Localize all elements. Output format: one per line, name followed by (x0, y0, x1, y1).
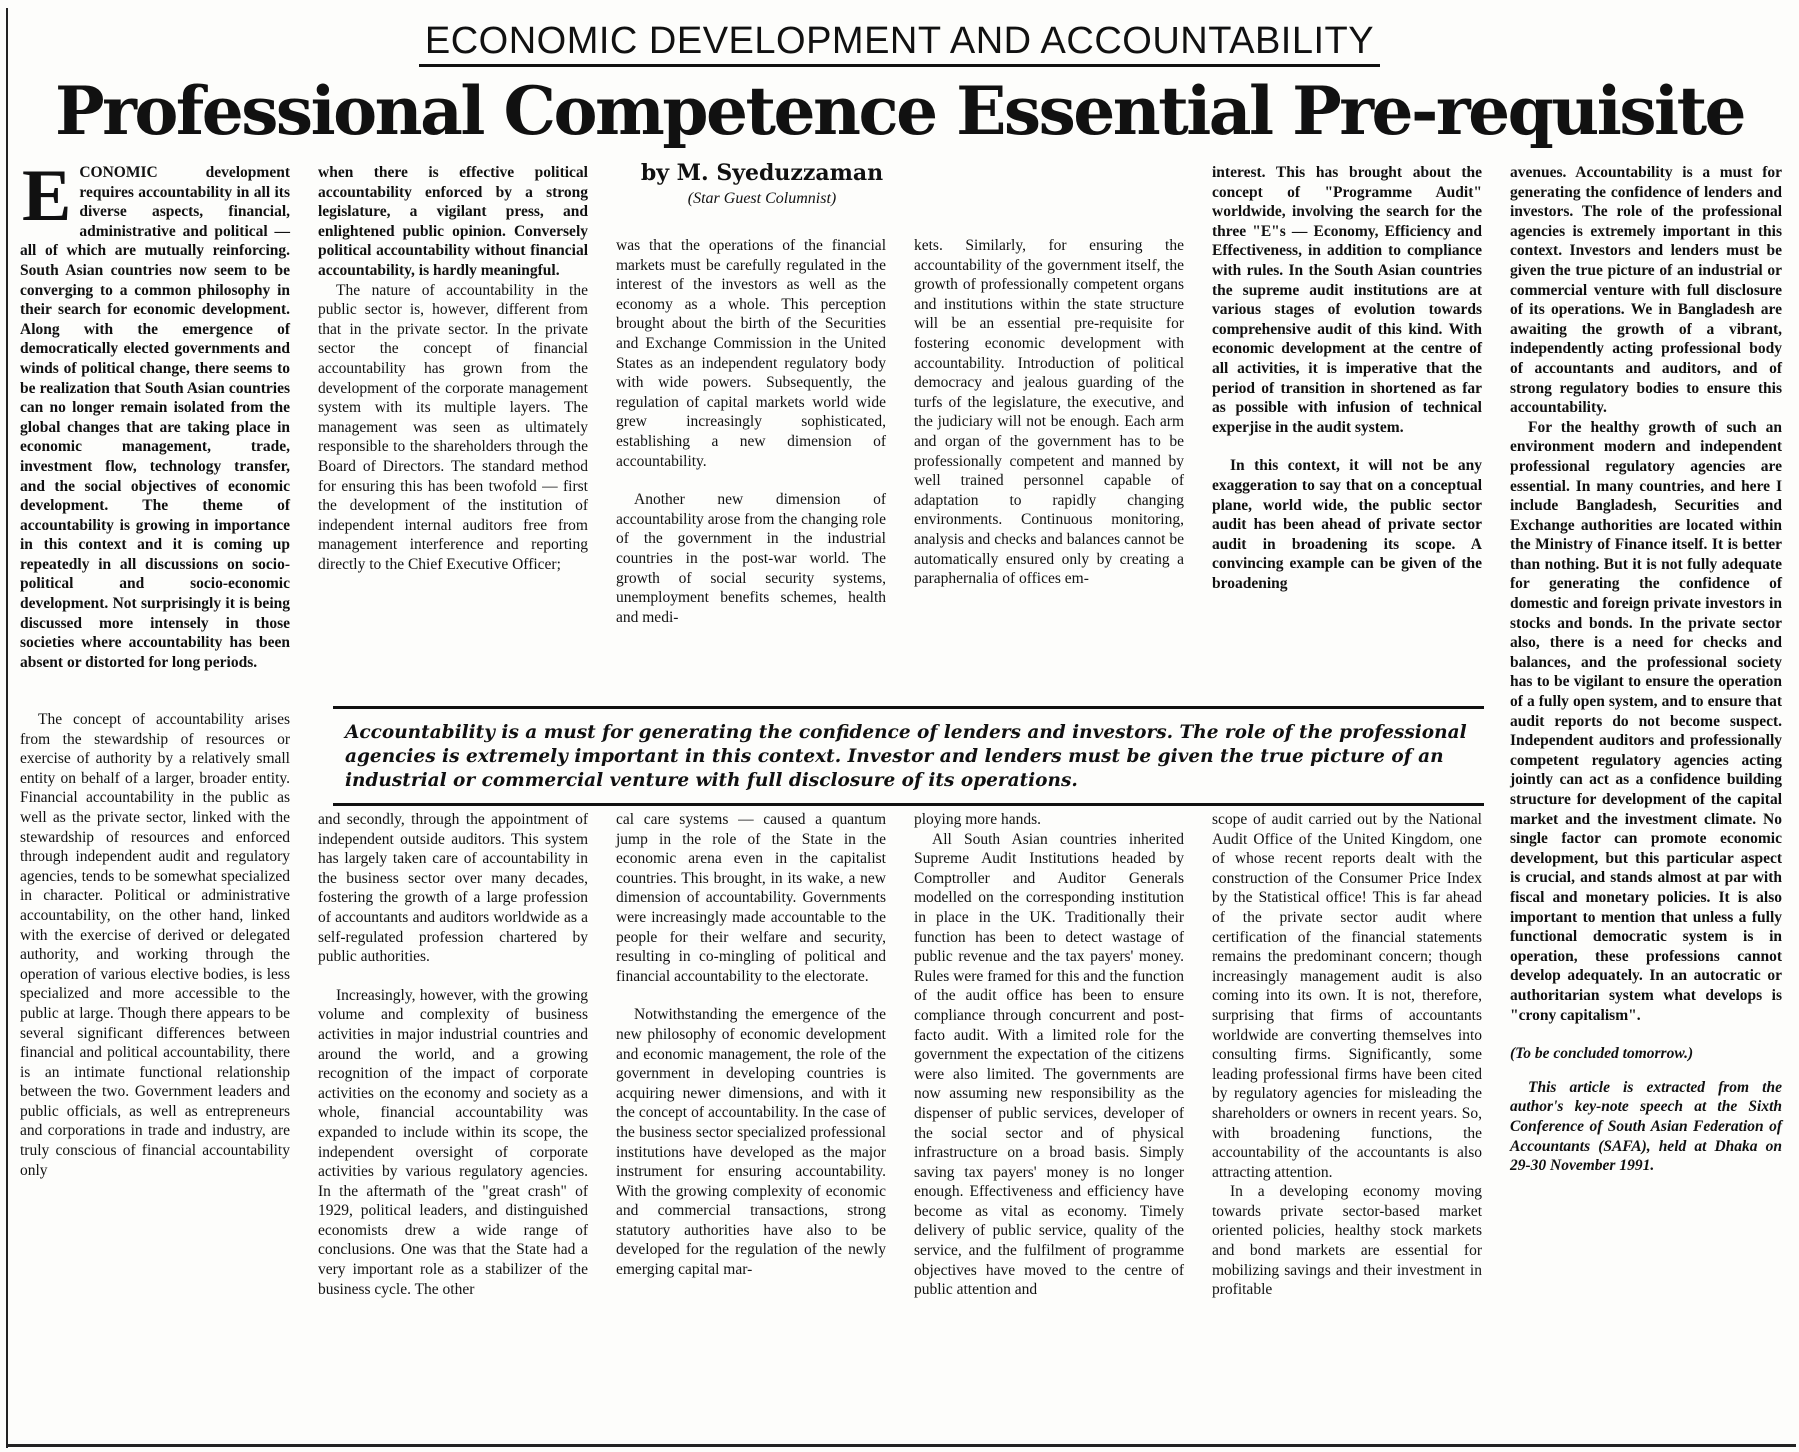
paragraph: was that the operations of the financial markets must be carefully regulated in the interest of the investors as well as the economy as a whole. This perception brought about the birth of the Securities and Exchange Commission in the United States as an independent regulatory body with wide powers. Subsequently, the regulation of capital markets world wide grew increasingly sophisticated, establishing a new dimension of accountability. (616, 237, 886, 470)
paragraph: Another new dimension of accountability arose from the changing role of the government in the industrial countries in the post-war world. The growth of social security systems, unemployment benefits schemes, health and medi- (616, 491, 886, 626)
paragraph: cal care systems — caused a quantum jump in the role of the State in the economic arena even in the capitalist countries. This brought, in its wake, a new dimension of accountability. Governments were increasingly made accountable to the people for their welfare and security, resulting in co-mingling of political and financial accountability to the electorate. (616, 811, 886, 985)
headline: Professional Competence Essential Pre-requisite (54, 72, 1745, 150)
paragraph: In a developing economy moving towards private sector-based market oriented policies, healthy stock markets and bond markets are essential for mobilizing savings and their investment in profitable (1212, 1183, 1482, 1299)
paragraph: ploying more hands. (914, 811, 1041, 828)
left-border-rule (6, 8, 8, 1448)
column-6 (1510, 163, 1782, 1176)
author-role: (Star Guest Columnist) (687, 190, 837, 207)
paragraph: For the healthy growth of such an environment modern and independent professional regulatory agencies are essential. In many countries, and here I include Bangladesh, Securities and Exchange authorities are located within the Ministry of Finance itself. It is better than nothing. But it is not fully adequate for generating the confidence of domestic and foreign private investors in stocks and bonds. In the private sector also, there is a need for checks and balances, and the professional society has to be vigilant to ensure the operation of a fully open system, and to ensure that audit reports do not become suspect. Independent auditors and professionally competent regulatory agencies acting jointly can act as a confidence building structure for development of the capital market and the investment climate. No single factor can promote economic development, but this particular aspect is crucial, and stands almost at par with fiscal and monetary policies. It is also important to mention that unless a fully functional democratic system is in operation, these professions cannot develop adequately. In an autocratic or authoritarian system what develops is "crony capitalism". (1510, 418, 1782, 1024)
source-note: This article is extracted from the author's key-note speech at the Sixth Conference of South Asian Federation of Accountants (SAFA), held at Dhaka on 29-30 November 1991. (1510, 1078, 1782, 1175)
column-4-top (914, 236, 1184, 589)
continuation-note: (To be concluded tomorrow.) (1510, 1045, 1694, 1063)
column-5-top (1212, 163, 1482, 593)
author-name: by M. Syeduzzaman (640, 160, 884, 186)
paragraph: Increasingly, however, with the growing volume and complexity of business activities in major industrial countries and around the world, and a growing recognition of the impact of corporate activities on the economy and society as a whole, financial accountability was expanded to include within its scope, the independent oversight of corporate activities by various regulatory agencies. In the aftermath of the "great crash" of 1929, political leaders, and distinguished economists drew a wide range of conclusions. One was that the State had a very important role as a stabilizer of the business cycle. The other (318, 986, 588, 1298)
column-3-top (616, 236, 886, 627)
bottom-border-rule (6, 1444, 1796, 1447)
byline (612, 160, 912, 208)
paragraph: The concept of accountability arises from the stewardship of resources or exercise of authority by a relatively small entity on behalf of a larger, broader entity. Financial accountability in the public as well as the private sector, linked with the stewardship of resources and enforced through independent audit and regulatory agencies, tends to be somewhat specialized in character. Political or administrative accountability, on the other hand, linked with the exercise of derived or delegated authority, and working through the operation of various elective bodies, is less specialized and more accessible to the public at large. Though there appears to be several significant differences between financial and political accountability, there is an intimate functional relationship between the two. Government leaders and public officials, as well as entrepreneurs and corporations in trade and industry, are truly conscious of financial accountability only (20, 711, 290, 1179)
lead-text: CONOMIC development requires accountability in all its diverse aspects, financial, administrative and political — all of which are mutually reinforcing. South Asian countries now seem to be converging to a common philosophy in their search for economic development. Along with the emergence of democratically elected governments and winds of political change, there seems to be realization that South Asian countries can no longer remain isolated from the global changes that are taking place in economic management, trade, investment flow, technology transfer, and the social objectives of economic development. The theme of accountability is growing in importance in this context and it is coming up repeatedly in all discussions on socio- political and socio-economic development. Not surprisingly it is being discussed more intensely in those societies where accountability has been absent or distorted for long periods. (20, 164, 290, 671)
paragraph: scope of audit carried out by the National Audit Office of the United Kingdom, one of whose recent reports dealt with the construction of the Consumer Price Index by the Statistical office! This is far ahead of the private sector audit where certification of the financial statements remains the predominant concern; though increasingly management audit is also coming into its own. It is not, therefore, surprising that firms of accountants worldwide are converting themselves into consulting firms. Significantly, some leading professional firms have been cited by regulatory agencies for misleading the shareholders or owners in recent years. So, with broadening functions, the accountability of the accountants is also attracting attention. (1212, 811, 1482, 1181)
paragraph: Notwithstanding the emergence of the new philosophy of economic development and economic management, the role of the government in developing countries is acquiring newer dimensions, and with it the concept of accountability. In the case of the business sector specialized professional institutions have developed as the major instrument for ensuring accountability. With the growing complexity of economic and commercial transactions, strong statutory authorities have also to be developed for the regulation of the newly emerging capital mar- (616, 1006, 886, 1279)
column-2-top (318, 163, 588, 574)
column-1-top (20, 155, 290, 708)
section-kicker (0, 20, 1799, 63)
paragraph: avenues. Accountability is a must for generating the confidence of lenders and investors. The role of the professional agencies is extremely important in this context. Investors and lenders must be given the true picture of an industrial or commercial venture with full disclosure of its operations. We in Bangladesh are awaiting the growth of a vibrant, independently acting professional body of accountants and auditors, and of strong regulatory bodies to ensure this accountability. (1510, 164, 1782, 417)
lead-paragraph (20, 155, 290, 672)
column-2-bottom (318, 810, 588, 1299)
paragraph: when there is effective political accountability enforced by a strong legislature, a vigilant press, and enlightened public opinion. Conversely political accountability without financial accountability, is hardly meaningful. (318, 164, 588, 279)
paragraph: and secondly, through the appointment of independent outside auditors. This system has largely taken care of accountability in the business sector over many decades, fostering the growth of a large profession of accountants and auditors worldwide as a self-regulated profession chartered by public authorities. (318, 811, 588, 966)
dropcap: E (22, 155, 72, 237)
paragraph: In this context, it will not be any exaggeration to say that on a conceptual plane, world wide, the public sector audit has been ahead of private sector audit in broadening its scope. A convincing example can be given of the broadening (1212, 457, 1482, 592)
pull-quote: Accountability is a must for generating the confidence of lenders and investors. The role of the professional agencies is extremely important in this context. Investor and lenders must be given the true picture of an industrial or commercial venture with full disclosure of its operations. (333, 706, 1484, 806)
kicker-text: ECONOMIC DEVELOPMENT AND ACCOUNTABILITY (419, 20, 1380, 67)
paragraph: All South Asian countries inherited Supreme Audit Institutions headed by Comptroller and Auditor Generals modelled on the corresponding institution in place in the UK. Traditionally their function has been to detect wastage of public revenue and the tax payers' money. Rules were framed for this and the function of the audit office has been to ensure compliance through concurrent and post-facto audit. With a limited role for the government the expectation of the citizens were also limited. The governments are now assuming new responsibility as the dispenser of public services, developer of the social sector and of physical infrastructure on a broad basis. Simply saving tax payers' money is no longer enough. Effectiveness and efficiency have become as vital as economy. Timely delivery of public service, quality of the service, and the fulfilment of programme objectives have moved to the centre of public attention and (914, 830, 1184, 1299)
column-4-bottom (914, 810, 1184, 1300)
paragraph: kets. Similarly, for ensuring the accountability of the government itself, the growth of professionally competent organs and institutions within the state structure will be an essential pre-requisite for fostering economic development with accountability. Introduction of political democracy and jealous guarding of the turfs of the legislature, the executive, and the judiciary will not be enough. Each arm and organ of the government has to be professionally competent and manned by well trained personnel capable of adaptation to rapidly changing environments. Continuous monitoring, analysis and checks and balances cannot be automatically ensured only by creating a paraphernalia of offices em- (914, 237, 1184, 588)
column-3-bottom (616, 810, 886, 1280)
column-5-bottom (1212, 810, 1482, 1300)
paragraph: interest. This has brought about the concept of "Programme Audit" worldwide, involving the search for the three "E"s — Economy, Efficiency and Effectiveness, in addition to compliance with rules. In the South Asian countries the supreme audit institutions are at various stages of evolution towards comprehensive audit of this kind. With economic development at the centre of all activities, it is imperative that the period of transition in shortened as far as possible with infusion of technical experjise in the audit system. (1212, 164, 1482, 436)
paragraph: The nature of accountability in the public sector is, however, different from that in the private sector. In the private sector the concept of financial accountability has grown from the development of the corporate management system with its multiple layers. The management was seen as ultimately responsible to the shareholders through the Board of Directors. The standard method for ensuring this has been twofold — first the development of the institution of independent internal auditors free from management interference and reporting directly to the Chief Executive Officer; (318, 281, 588, 573)
column-1-bottom (20, 710, 290, 1180)
